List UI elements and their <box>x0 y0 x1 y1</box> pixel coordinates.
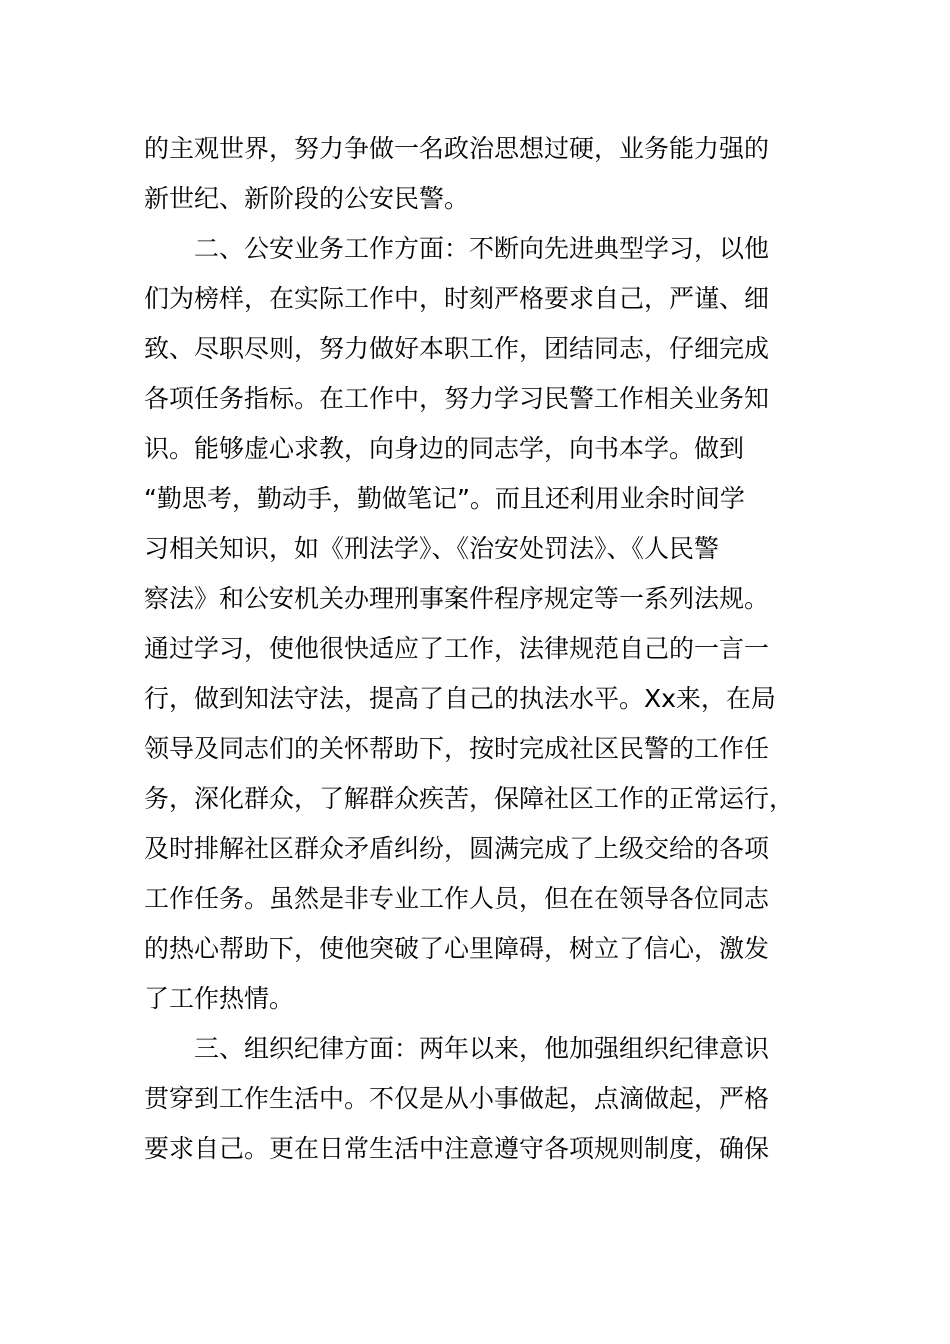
text-line: 的主观世界，努力争做一名政治思想过硬，业务能力强的 <box>144 134 770 163</box>
document-body <box>144 124 804 1174</box>
text-line: 的热心帮助下，使他突破了心里障碍，树立了信心，激发 <box>144 934 770 963</box>
text-line: 识。能够虚心求教，向身边的同志学，向书本学。做到 <box>144 434 745 463</box>
paragraph <box>144 124 804 224</box>
text-line: 领导及同志们的关怀帮助下，按时完成社区民警的工作任 <box>144 734 770 763</box>
text-line: 要求自己。更在日常生活中注意遵守各项规则制度，确保 <box>144 1134 770 1163</box>
text-line: 三、组织纪律方面：两年以来，他加强组织纪律意识 <box>194 1034 770 1063</box>
text-line: 各项任务指标。在工作中，努力学习民警工作相关业务知 <box>144 384 770 413</box>
text-line: 通过学习，使他很快适应了工作，法律规范自己的一言一 <box>144 634 770 663</box>
text-line: 们为榜样，在实际工作中，时刻严格要求自己，严谨、细 <box>144 284 770 313</box>
text-line: 贯穿到工作生活中。不仅是从小事做起，点滴做起，严格 <box>144 1084 770 1113</box>
text-line: 及时排解社区群众矛盾纠纷，圆满完成了上级交给的各项 <box>144 834 770 863</box>
paragraph <box>144 1024 804 1174</box>
text-line: 工作任务。虽然是非专业工作人员，但在在领导各位同志 <box>144 884 770 913</box>
text-line: 务，深化群众，了解群众疾苦，保障社区工作的正常运行， <box>144 784 795 813</box>
text-line: 二、公安业务工作方面：不断向先进典型学习，以他 <box>194 234 770 263</box>
paragraph <box>144 224 804 1024</box>
text-line: 习相关知识，如《刑法学》、《治安处罚法》、《人民警 <box>144 534 720 563</box>
text-line: 行，做到知法守法，提高了自己的执法水平。Xx来，在局 <box>144 684 776 713</box>
text-line: “勤思考，勤动手，勤做笔记”。而且还利用业余时间学 <box>144 484 745 513</box>
text-line: 致、尽职尽则，努力做好本职工作，团结同志，仔细完成 <box>144 334 770 363</box>
text-line: 了工作热情。 <box>144 984 295 1013</box>
text-line: 新世纪、新阶段的公安民警。 <box>144 184 470 213</box>
text-line: 察法》和公安机关办理刑事案件程序规定等一系列法规。 <box>144 584 770 613</box>
